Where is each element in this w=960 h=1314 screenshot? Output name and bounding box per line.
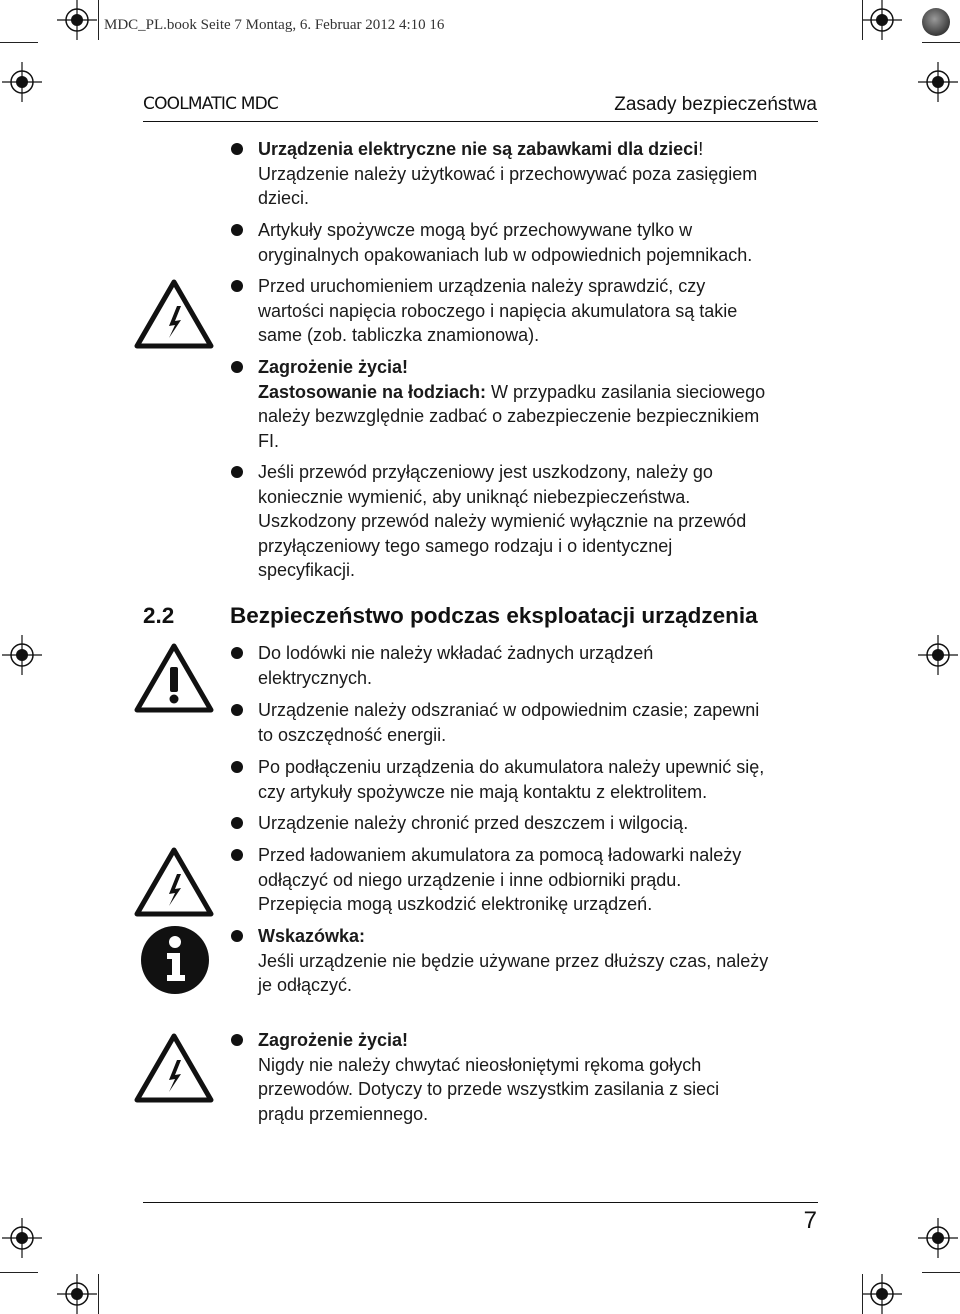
crop-mark [862, 0, 863, 40]
list-item [258, 274, 823, 348]
item-line: Przed ładowaniem akumulatora za pomocą ładowarki należy [258, 845, 742, 865]
list-item [258, 460, 823, 583]
item-bold: Wskazówka: [258, 926, 366, 946]
registration-mark-icon [57, 1274, 97, 1314]
bullet-icon [231, 361, 243, 373]
registration-mark-icon [862, 0, 902, 40]
list-item [258, 843, 823, 917]
list-item [258, 355, 823, 453]
item-line: Urządzenie należy odszraniać w odpowiednim czasie; zapewni [258, 700, 760, 720]
electrical-hazard-icon [133, 278, 215, 350]
registration-mark-icon [2, 1218, 42, 1258]
list-item [258, 137, 823, 211]
list-item [258, 755, 823, 804]
item-line: dzieci. [258, 188, 310, 208]
crop-mark [862, 1274, 863, 1314]
item-line: je odłączyć. [258, 975, 353, 995]
item-line: elektrycznych. [258, 667, 373, 688]
item-line: Po podłączeniu urządzenia do akumulatora należy upewnić się, [258, 757, 765, 777]
list-item [258, 641, 823, 690]
crop-mark [0, 1272, 38, 1273]
electrical-hazard-icon [133, 1032, 215, 1104]
electrical-hazard-icon [133, 846, 215, 918]
bullet-icon [231, 280, 243, 292]
item-line: wartości napięcia roboczego i napięcia akumulatora są takie [258, 300, 738, 321]
information-icon [140, 925, 210, 995]
bullet-icon [231, 143, 243, 155]
bullet-icon [231, 849, 243, 861]
item-line: Jeśli urządzenie nie będzie używane przez dłuższy czas, należy [258, 950, 769, 971]
warning-exclamation-icon [133, 642, 215, 714]
item-line: Przepięcia mogą uszkodzić elektronikę urządzeń. [258, 894, 653, 914]
item-line: specyfikacji. [258, 560, 356, 580]
item-line: prądu przemiennego. [258, 1103, 429, 1124]
list-item [258, 924, 823, 998]
crop-mark [98, 0, 99, 40]
item-line: Przed uruchomieniem urządzenia należy sprawdzić, czy [258, 276, 706, 296]
item-line: Do lodówki nie należy wkładać żadnych urządzeń [258, 643, 654, 663]
header-brand: COOLMATIC MDC [143, 94, 278, 114]
item-bold: Zastosowanie na łodziach: [258, 381, 487, 402]
item-line: Artykuły spożywcze mogą być przechowywane tylko w [258, 220, 693, 240]
item-line: koniecznie wymienić, aby uniknąć niebezpieczeństwa. [258, 486, 691, 507]
bullet-icon [231, 704, 243, 716]
header-section-title: Zasady bezpieczeństwa [614, 94, 817, 115]
item-line: Urządzenie należy użytkować i przechowywać poza zasięgiem [258, 163, 758, 184]
item-line: oryginalnych opakowaniach lub w odpowiednich pojemnikach. [258, 244, 753, 265]
item-bold: Zagrożenie życia! [258, 1030, 409, 1050]
item-line: należy bezwzględnie zadbać o zabezpieczenie bezpiecznikiem [258, 406, 760, 426]
header-rule [143, 121, 818, 122]
item-line: Urządzenie należy chronić przed deszczem i wilgocią. [258, 813, 689, 833]
item-line: przyłączeniowy tego samego rodzaju i o identycznej [258, 535, 673, 556]
item-line: W przypadku zasilania sieciowego [486, 381, 766, 402]
crop-mark [0, 42, 38, 43]
crop-mark [98, 1274, 99, 1314]
bullet-icon [231, 224, 243, 236]
registration-mark-icon [918, 635, 958, 675]
item-line: czy artykuły spożywcze nie mają kontaktu z elektrolitem. [258, 781, 708, 802]
section-title: Bezpieczeństwo podczas eksploatacji urządzenia [230, 603, 758, 628]
item-line: to oszczędność energii. [258, 724, 447, 745]
item-line: przewodów. Dotyczy to przede wszystkim zasilania z sieci [258, 1079, 720, 1099]
bullet-icon [231, 817, 243, 829]
item-line: odłączyć od niego urządzenie i inne odbiorniki prądu. [258, 869, 682, 890]
item-line: same (zob. tabliczka znamionowa). [258, 325, 540, 345]
crop-mark [922, 1272, 960, 1273]
list-item [258, 698, 823, 747]
item-line: Jeśli przewód przyłączeniowy jest uszkodzony, należy go [258, 462, 713, 482]
item-line: ! [698, 139, 704, 159]
registration-mark-icon [57, 0, 97, 40]
bullet-icon [231, 761, 243, 773]
print-meta-line: MDC_PL.book Seite 7 Montag, 6. Februar 2012 4:10 16 [104, 17, 445, 33]
list-item [258, 218, 823, 267]
item-line: Nigdy nie należy chwytać nieosłoniętymi rękoma gołych [258, 1054, 702, 1075]
list-item [258, 811, 823, 836]
item-line: FI. [258, 430, 279, 451]
registration-mark-icon [2, 635, 42, 675]
item-bold: Urządzenia elektryczne nie są zabawkami dla dzieci [258, 139, 699, 159]
bullet-icon [231, 1034, 243, 1046]
crop-mark [922, 42, 960, 43]
color-dot-mark [922, 8, 950, 36]
bullet-icon [231, 466, 243, 478]
list-item [258, 1028, 823, 1126]
registration-mark-icon [862, 1274, 902, 1314]
bullet-icon [231, 647, 243, 659]
registration-mark-icon [2, 62, 42, 102]
section-number: 2.2 [143, 603, 175, 628]
footer-rule [143, 1202, 818, 1203]
item-bold: Zagrożenie życia! [258, 357, 409, 377]
registration-mark-icon [918, 1218, 958, 1258]
item-line: Uszkodzony przewód należy wymienić wyłącznie na przewód [258, 511, 747, 531]
page-number: 7 [803, 1207, 817, 1234]
bullet-icon [231, 930, 243, 942]
registration-mark-icon [918, 62, 958, 102]
